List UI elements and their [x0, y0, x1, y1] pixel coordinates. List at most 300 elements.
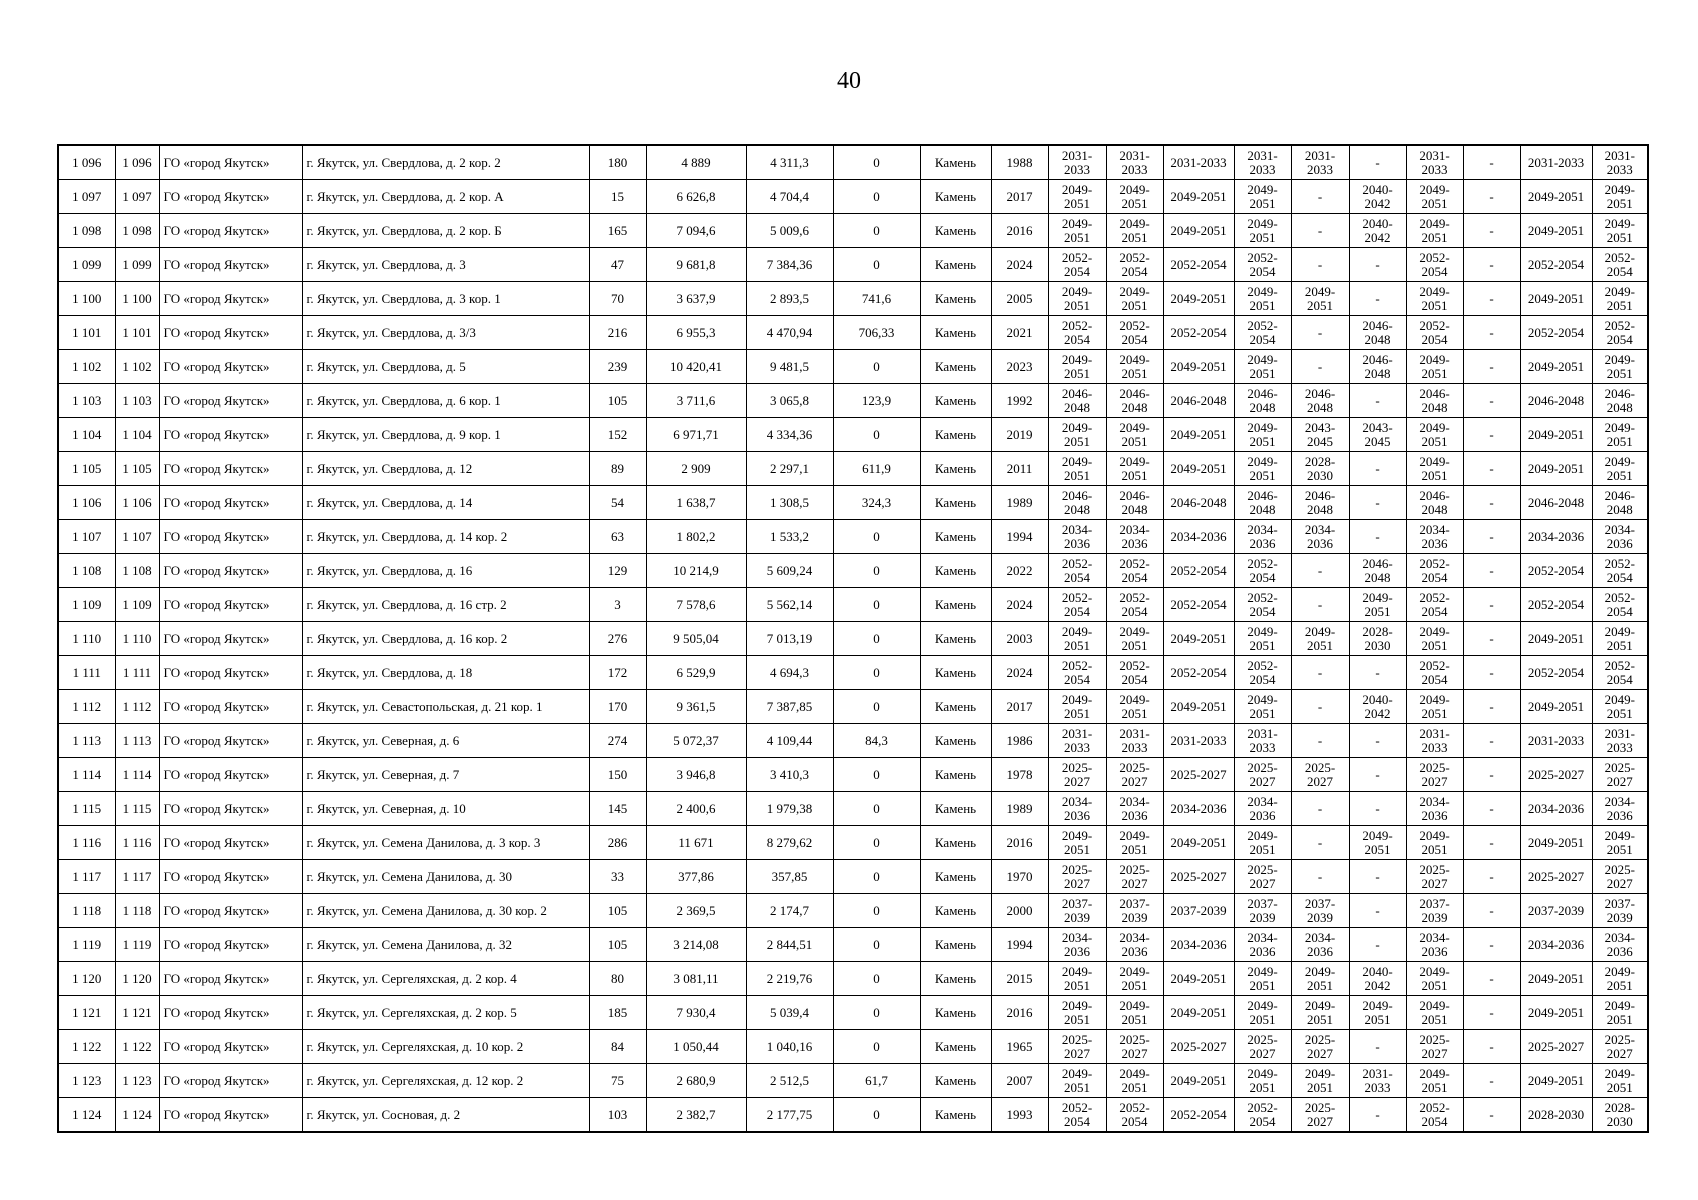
cell-reg-number: 1 123	[58, 1064, 115, 1098]
cell-period-sewer: 2049-2051	[1520, 214, 1592, 248]
cell-apartments: 80	[589, 962, 646, 996]
cell-period-roof: 2049-2051	[1048, 282, 1106, 316]
cell-municipality: ГО «город Якутск»	[159, 180, 302, 214]
cell-residential-area: 5 039,4	[746, 996, 833, 1030]
cell-nonresidential-area: 0	[833, 962, 920, 996]
cell-period-sewer: 2034-2036	[1520, 792, 1592, 826]
cell-period-water: 2052-2054	[1406, 248, 1463, 282]
cell-period-water: 2049-2051	[1406, 282, 1463, 316]
cell-row-number: 1 096	[115, 145, 159, 180]
cell-residential-area: 1 979,38	[746, 792, 833, 826]
table-row	[58, 1064, 1648, 1098]
cell-period-gas: -	[1463, 1064, 1520, 1098]
cell-period-elevator: 2031-2033	[1349, 1064, 1406, 1098]
cell-period-roof: 2052-2054	[1048, 588, 1106, 622]
cell-row-number: 1 108	[115, 554, 159, 588]
cell-municipality: ГО «город Якутск»	[159, 384, 302, 418]
cell-period-basement: 2049-2051	[1592, 962, 1648, 996]
cell-wall-material: Камень	[920, 418, 991, 452]
cell-address: г. Якутск, ул. Свердлова, д. 9 кор. 1	[302, 418, 589, 452]
cell-municipality: ГО «город Якутск»	[159, 622, 302, 656]
cell-apartments: 165	[589, 214, 646, 248]
cell-commission-year: 2016	[991, 214, 1048, 248]
cell-commission-year: 1989	[991, 486, 1048, 520]
cell-period-heating: 2052-2054	[1234, 248, 1291, 282]
cell-wall-material: Камень	[920, 350, 991, 384]
cell-residential-area: 5 009,6	[746, 214, 833, 248]
cell-period-roof: 2025-2027	[1048, 860, 1106, 894]
cell-period-gas: -	[1463, 316, 1520, 350]
table-row	[58, 826, 1648, 860]
cell-commission-year: 1994	[991, 520, 1048, 554]
cell-wall-material: Камень	[920, 1098, 991, 1133]
cell-period-basement: 2052-2054	[1592, 588, 1648, 622]
cell-reg-number: 1 112	[58, 690, 115, 724]
cell-period-gas: -	[1463, 996, 1520, 1030]
table-row	[58, 350, 1648, 384]
cell-total-area: 7 930,4	[646, 996, 746, 1030]
cell-residential-area: 3 065,8	[746, 384, 833, 418]
cell-period-gas: -	[1463, 962, 1520, 996]
cell-reg-number: 1 113	[58, 724, 115, 758]
cell-total-area: 3 081,11	[646, 962, 746, 996]
table-row	[58, 248, 1648, 282]
cell-period-water: 2049-2051	[1406, 1064, 1463, 1098]
cell-period-foundation: 2052-2054	[1163, 248, 1234, 282]
cell-row-number: 1 114	[115, 758, 159, 792]
cell-total-area: 2 400,6	[646, 792, 746, 826]
cell-address: г. Якутск, ул. Свердлова, д. 16	[302, 554, 589, 588]
cell-apartments: 105	[589, 384, 646, 418]
cell-reg-number: 1 106	[58, 486, 115, 520]
cell-reg-number: 1 122	[58, 1030, 115, 1064]
cell-reg-number: 1 110	[58, 622, 115, 656]
cell-period-heating: 2049-2051	[1234, 452, 1291, 486]
cell-period-facade: 2034-2036	[1106, 520, 1163, 554]
cell-period-facade: 2052-2054	[1106, 588, 1163, 622]
cell-residential-area: 8 279,62	[746, 826, 833, 860]
cell-period-heating: 2046-2048	[1234, 486, 1291, 520]
cell-period-roof: 2034-2036	[1048, 520, 1106, 554]
cell-period-roof: 2049-2051	[1048, 826, 1106, 860]
cell-period-facade: 2049-2051	[1106, 962, 1163, 996]
cell-period-basement: 2049-2051	[1592, 690, 1648, 724]
cell-row-number: 1 099	[115, 248, 159, 282]
cell-period-roof: 2052-2054	[1048, 1098, 1106, 1133]
table-row	[58, 690, 1648, 724]
cell-period-electric: -	[1291, 724, 1349, 758]
cell-period-basement: 2049-2051	[1592, 214, 1648, 248]
cell-apartments: 276	[589, 622, 646, 656]
cell-period-foundation: 2034-2036	[1163, 792, 1234, 826]
cell-address: г. Якутск, ул. Свердлова, д. 2 кор. А	[302, 180, 589, 214]
cell-municipality: ГО «город Якутск»	[159, 1098, 302, 1133]
cell-nonresidential-area: 0	[833, 656, 920, 690]
cell-period-facade: 2034-2036	[1106, 792, 1163, 826]
cell-wall-material: Камень	[920, 282, 991, 316]
cell-period-facade: 2052-2054	[1106, 1098, 1163, 1133]
cell-wall-material: Камень	[920, 928, 991, 962]
cell-period-elevator: -	[1349, 486, 1406, 520]
cell-period-electric: 2046-2048	[1291, 384, 1349, 418]
cell-period-gas: -	[1463, 860, 1520, 894]
cell-period-facade: 2046-2048	[1106, 486, 1163, 520]
cell-row-number: 1 121	[115, 996, 159, 1030]
cell-period-facade: 2052-2054	[1106, 656, 1163, 690]
cell-commission-year: 1986	[991, 724, 1048, 758]
cell-residential-area: 4 311,3	[746, 145, 833, 180]
cell-municipality: ГО «город Якутск»	[159, 894, 302, 928]
cell-total-area: 3 637,9	[646, 282, 746, 316]
cell-period-electric: 2046-2048	[1291, 486, 1349, 520]
cell-period-water: 2034-2036	[1406, 792, 1463, 826]
cell-total-area: 6 529,9	[646, 656, 746, 690]
table-row	[58, 384, 1648, 418]
cell-period-water: 2049-2051	[1406, 826, 1463, 860]
cell-nonresidential-area: 0	[833, 792, 920, 826]
cell-row-number: 1 109	[115, 588, 159, 622]
cell-commission-year: 1994	[991, 928, 1048, 962]
cell-period-elevator: -	[1349, 384, 1406, 418]
cell-period-foundation: 2052-2054	[1163, 554, 1234, 588]
housing-registry-table	[57, 144, 1649, 1133]
cell-period-sewer: 2028-2030	[1520, 1098, 1592, 1133]
table-row	[58, 316, 1648, 350]
cell-period-facade: 2034-2036	[1106, 928, 1163, 962]
cell-period-facade: 2052-2054	[1106, 316, 1163, 350]
cell-municipality: ГО «город Якутск»	[159, 418, 302, 452]
cell-apartments: 145	[589, 792, 646, 826]
cell-period-heating: 2046-2048	[1234, 384, 1291, 418]
cell-period-gas: -	[1463, 622, 1520, 656]
table-row	[58, 452, 1648, 486]
cell-period-electric: 2049-2051	[1291, 282, 1349, 316]
cell-period-gas: -	[1463, 282, 1520, 316]
cell-apartments: 129	[589, 554, 646, 588]
cell-address: г. Якутск, ул. Свердлова, д. 3 кор. 1	[302, 282, 589, 316]
cell-period-foundation: 2049-2051	[1163, 214, 1234, 248]
cell-period-foundation: 2049-2051	[1163, 350, 1234, 384]
table-row	[58, 520, 1648, 554]
cell-total-area: 4 889	[646, 145, 746, 180]
cell-period-basement: 2052-2054	[1592, 248, 1648, 282]
cell-municipality: ГО «город Якутск»	[159, 826, 302, 860]
cell-period-foundation: 2031-2033	[1163, 145, 1234, 180]
cell-period-gas: -	[1463, 486, 1520, 520]
cell-municipality: ГО «город Якутск»	[159, 656, 302, 690]
cell-period-water: 2031-2033	[1406, 724, 1463, 758]
cell-apartments: 286	[589, 826, 646, 860]
cell-row-number: 1 115	[115, 792, 159, 826]
cell-period-water: 2037-2039	[1406, 894, 1463, 928]
cell-row-number: 1 122	[115, 1030, 159, 1064]
cell-period-sewer: 2049-2051	[1520, 826, 1592, 860]
cell-period-sewer: 2025-2027	[1520, 860, 1592, 894]
cell-period-electric: 2049-2051	[1291, 622, 1349, 656]
cell-nonresidential-area: 0	[833, 588, 920, 622]
cell-period-elevator: 2049-2051	[1349, 996, 1406, 1030]
cell-nonresidential-area: 84,3	[833, 724, 920, 758]
cell-total-area: 6 626,8	[646, 180, 746, 214]
cell-period-heating: 2049-2051	[1234, 180, 1291, 214]
cell-period-water: 2049-2051	[1406, 418, 1463, 452]
cell-address: г. Якутск, ул. Свердлова, д. 5	[302, 350, 589, 384]
cell-period-basement: 2034-2036	[1592, 520, 1648, 554]
cell-residential-area: 2 297,1	[746, 452, 833, 486]
cell-period-facade: 2049-2051	[1106, 690, 1163, 724]
cell-period-foundation: 2025-2027	[1163, 860, 1234, 894]
cell-period-sewer: 2049-2051	[1520, 282, 1592, 316]
cell-period-foundation: 2052-2054	[1163, 588, 1234, 622]
cell-period-sewer: 2052-2054	[1520, 554, 1592, 588]
cell-residential-area: 1 533,2	[746, 520, 833, 554]
cell-reg-number: 1 101	[58, 316, 115, 350]
cell-period-water: 2049-2051	[1406, 214, 1463, 248]
cell-period-gas: -	[1463, 384, 1520, 418]
cell-period-roof: 2049-2051	[1048, 1064, 1106, 1098]
cell-wall-material: Камень	[920, 826, 991, 860]
cell-period-electric: -	[1291, 690, 1349, 724]
cell-period-elevator: 2040-2042	[1349, 690, 1406, 724]
cell-residential-area: 357,85	[746, 860, 833, 894]
cell-period-facade: 2052-2054	[1106, 554, 1163, 588]
cell-reg-number: 1 100	[58, 282, 115, 316]
cell-period-gas: -	[1463, 520, 1520, 554]
cell-period-gas: -	[1463, 350, 1520, 384]
cell-municipality: ГО «город Якутск»	[159, 758, 302, 792]
cell-row-number: 1 101	[115, 316, 159, 350]
cell-period-electric: -	[1291, 316, 1349, 350]
cell-wall-material: Камень	[920, 758, 991, 792]
cell-period-foundation: 2046-2048	[1163, 486, 1234, 520]
cell-period-water: 2049-2051	[1406, 690, 1463, 724]
cell-municipality: ГО «город Якутск»	[159, 724, 302, 758]
cell-period-electric: -	[1291, 860, 1349, 894]
cell-wall-material: Камень	[920, 588, 991, 622]
cell-period-roof: 2046-2048	[1048, 384, 1106, 418]
cell-municipality: ГО «город Якутск»	[159, 690, 302, 724]
cell-period-elevator: 2049-2051	[1349, 588, 1406, 622]
cell-address: г. Якутск, ул. Свердлова, д. 14	[302, 486, 589, 520]
cell-period-water: 2052-2054	[1406, 656, 1463, 690]
cell-apartments: 180	[589, 145, 646, 180]
cell-reg-number: 1 111	[58, 656, 115, 690]
cell-row-number: 1 117	[115, 860, 159, 894]
cell-apartments: 15	[589, 180, 646, 214]
cell-period-sewer: 2049-2051	[1520, 350, 1592, 384]
cell-period-foundation: 2025-2027	[1163, 1030, 1234, 1064]
cell-row-number: 1 119	[115, 928, 159, 962]
cell-apartments: 170	[589, 690, 646, 724]
cell-period-heating: 2034-2036	[1234, 928, 1291, 962]
cell-nonresidential-area: 0	[833, 180, 920, 214]
cell-commission-year: 1992	[991, 384, 1048, 418]
table-row	[58, 282, 1648, 316]
cell-period-sewer: 2049-2051	[1520, 452, 1592, 486]
cell-period-facade: 2049-2051	[1106, 826, 1163, 860]
cell-period-foundation: 2049-2051	[1163, 180, 1234, 214]
cell-address: г. Якутск, ул. Свердлова, д. 16 стр. 2	[302, 588, 589, 622]
cell-reg-number: 1 107	[58, 520, 115, 554]
cell-period-gas: -	[1463, 758, 1520, 792]
cell-period-basement: 2046-2048	[1592, 486, 1648, 520]
cell-period-basement: 2052-2054	[1592, 316, 1648, 350]
cell-period-basement: 2025-2027	[1592, 758, 1648, 792]
cell-reg-number: 1 105	[58, 452, 115, 486]
cell-period-facade: 2049-2051	[1106, 1064, 1163, 1098]
cell-residential-area: 4 334,36	[746, 418, 833, 452]
cell-row-number: 1 097	[115, 180, 159, 214]
cell-commission-year: 1993	[991, 1098, 1048, 1133]
cell-total-area: 3 946,8	[646, 758, 746, 792]
cell-residential-area: 2 844,51	[746, 928, 833, 962]
cell-residential-area: 4 704,4	[746, 180, 833, 214]
cell-address: г. Якутск, ул. Сергеляхская, д. 10 кор. 2	[302, 1030, 589, 1064]
cell-period-gas: -	[1463, 180, 1520, 214]
cell-total-area: 2 680,9	[646, 1064, 746, 1098]
cell-residential-area: 2 512,5	[746, 1064, 833, 1098]
cell-period-heating: 2049-2051	[1234, 1064, 1291, 1098]
cell-reg-number: 1 116	[58, 826, 115, 860]
cell-commission-year: 2023	[991, 350, 1048, 384]
cell-reg-number: 1 102	[58, 350, 115, 384]
cell-period-foundation: 2052-2054	[1163, 316, 1234, 350]
cell-total-area: 3 214,08	[646, 928, 746, 962]
cell-wall-material: Камень	[920, 452, 991, 486]
cell-period-basement: 2034-2036	[1592, 928, 1648, 962]
cell-row-number: 1 107	[115, 520, 159, 554]
cell-period-gas: -	[1463, 690, 1520, 724]
cell-reg-number: 1 121	[58, 996, 115, 1030]
table-row	[58, 656, 1648, 690]
cell-row-number: 1 103	[115, 384, 159, 418]
cell-reg-number: 1 104	[58, 418, 115, 452]
table-row	[58, 724, 1648, 758]
cell-municipality: ГО «город Якутск»	[159, 486, 302, 520]
cell-wall-material: Камень	[920, 145, 991, 180]
cell-period-heating: 2049-2051	[1234, 350, 1291, 384]
cell-period-foundation: 2034-2036	[1163, 520, 1234, 554]
cell-total-area: 10 214,9	[646, 554, 746, 588]
cell-period-elevator: -	[1349, 656, 1406, 690]
cell-apartments: 105	[589, 928, 646, 962]
table-row	[58, 962, 1648, 996]
table-row	[58, 894, 1648, 928]
cell-period-facade: 2031-2033	[1106, 724, 1163, 758]
cell-period-foundation: 2049-2051	[1163, 996, 1234, 1030]
cell-period-roof: 2046-2048	[1048, 486, 1106, 520]
cell-municipality: ГО «город Якутск»	[159, 860, 302, 894]
cell-period-sewer: 2052-2054	[1520, 248, 1592, 282]
cell-period-roof: 2034-2036	[1048, 792, 1106, 826]
cell-period-water: 2031-2033	[1406, 145, 1463, 180]
cell-address: г. Якутск, ул. Свердлова, д. 16 кор. 2	[302, 622, 589, 656]
cell-wall-material: Камень	[920, 316, 991, 350]
table-row	[58, 758, 1648, 792]
cell-period-foundation: 2052-2054	[1163, 656, 1234, 690]
cell-period-water: 2049-2051	[1406, 350, 1463, 384]
cell-total-area: 7 578,6	[646, 588, 746, 622]
cell-period-roof: 2049-2051	[1048, 350, 1106, 384]
cell-period-sewer: 2034-2036	[1520, 928, 1592, 962]
cell-period-gas: -	[1463, 826, 1520, 860]
cell-apartments: 152	[589, 418, 646, 452]
cell-period-facade: 2049-2051	[1106, 996, 1163, 1030]
cell-period-basement: 2049-2051	[1592, 996, 1648, 1030]
cell-period-basement: 2028-2030	[1592, 1098, 1648, 1133]
cell-period-electric: 2049-2051	[1291, 996, 1349, 1030]
cell-period-electric: -	[1291, 554, 1349, 588]
cell-wall-material: Камень	[920, 656, 991, 690]
cell-apartments: 239	[589, 350, 646, 384]
cell-total-area: 11 671	[646, 826, 746, 860]
cell-period-roof: 2052-2054	[1048, 316, 1106, 350]
cell-period-heating: 2049-2051	[1234, 690, 1291, 724]
cell-period-facade: 2049-2051	[1106, 452, 1163, 486]
cell-reg-number: 1 108	[58, 554, 115, 588]
cell-wall-material: Камень	[920, 180, 991, 214]
cell-total-area: 3 711,6	[646, 384, 746, 418]
cell-period-foundation: 2049-2051	[1163, 1064, 1234, 1098]
cell-nonresidential-area: 324,3	[833, 486, 920, 520]
cell-period-heating: 2031-2033	[1234, 145, 1291, 180]
cell-period-elevator: -	[1349, 1098, 1406, 1133]
cell-nonresidential-area: 0	[833, 214, 920, 248]
cell-municipality: ГО «город Якутск»	[159, 962, 302, 996]
cell-period-heating: 2049-2051	[1234, 996, 1291, 1030]
cell-period-roof: 2052-2054	[1048, 656, 1106, 690]
cell-address: г. Якутск, ул. Свердлова, д. 3	[302, 248, 589, 282]
cell-row-number: 1 124	[115, 1098, 159, 1133]
cell-total-area: 9 505,04	[646, 622, 746, 656]
cell-nonresidential-area: 0	[833, 758, 920, 792]
cell-nonresidential-area: 0	[833, 248, 920, 282]
cell-period-facade: 2025-2027	[1106, 1030, 1163, 1064]
cell-nonresidential-area: 0	[833, 894, 920, 928]
cell-period-water: 2025-2027	[1406, 860, 1463, 894]
cell-address: г. Якутск, ул. Северная, д. 10	[302, 792, 589, 826]
cell-period-elevator: -	[1349, 282, 1406, 316]
cell-address: г. Якутск, ул. Свердлова, д. 6 кор. 1	[302, 384, 589, 418]
cell-period-roof: 2031-2033	[1048, 724, 1106, 758]
cell-municipality: ГО «город Якутск»	[159, 792, 302, 826]
cell-period-elevator: 2040-2042	[1349, 214, 1406, 248]
cell-period-foundation: 2049-2051	[1163, 622, 1234, 656]
cell-nonresidential-area: 741,6	[833, 282, 920, 316]
cell-residential-area: 2 177,75	[746, 1098, 833, 1133]
cell-period-facade: 2049-2051	[1106, 622, 1163, 656]
cell-period-basement: 2049-2051	[1592, 826, 1648, 860]
cell-commission-year: 1970	[991, 860, 1048, 894]
cell-period-electric: -	[1291, 180, 1349, 214]
cell-reg-number: 1 096	[58, 145, 115, 180]
cell-period-electric: -	[1291, 214, 1349, 248]
cell-period-basement: 2049-2051	[1592, 350, 1648, 384]
cell-apartments: 75	[589, 1064, 646, 1098]
page-number: 40	[837, 68, 861, 94]
cell-period-electric: 2025-2027	[1291, 1030, 1349, 1064]
cell-row-number: 1 104	[115, 418, 159, 452]
cell-period-sewer: 2031-2033	[1520, 145, 1592, 180]
cell-address: г. Якутск, ул. Свердлова, д. 18	[302, 656, 589, 690]
cell-total-area: 5 072,37	[646, 724, 746, 758]
cell-period-facade: 2025-2027	[1106, 860, 1163, 894]
cell-period-foundation: 2031-2033	[1163, 724, 1234, 758]
cell-commission-year: 2007	[991, 1064, 1048, 1098]
cell-row-number: 1 110	[115, 622, 159, 656]
cell-period-roof: 2049-2051	[1048, 452, 1106, 486]
cell-row-number: 1 105	[115, 452, 159, 486]
